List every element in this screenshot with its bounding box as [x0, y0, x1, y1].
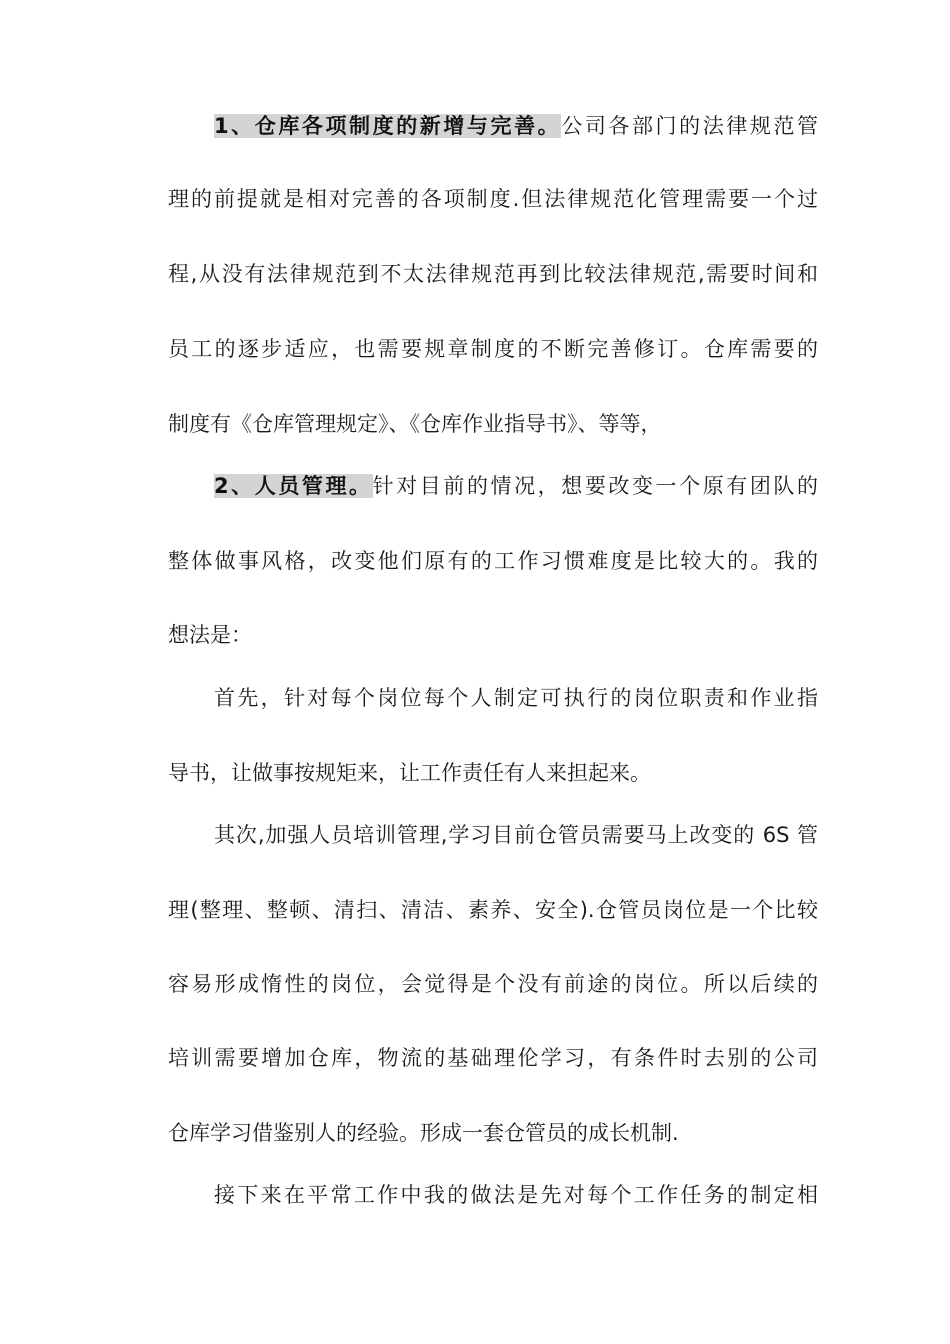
paragraph-line: 员工的逐步适应，也需要规章制度的不断完善修订。仓库需要的	[168, 337, 818, 361]
line-text: 公司各部门的法律规范管	[561, 114, 818, 138]
paragraph-line: 培训需要增加仓库，物流的基础理伦学习，有条件时去别的公司	[168, 1046, 818, 1070]
paragraph-line: 制度有《仓库管理规定》、《仓库作业指导书》、等等，	[168, 412, 662, 436]
paragraph-line: 仓库学习借鉴别人的经验。形成一套仓管员的成长机制.	[168, 1121, 679, 1145]
paragraph-line: 整体做事风格，改变他们原有的工作习惯难度是比较大的。我的	[168, 549, 818, 573]
section-heading: 1、仓库各项制度的新增与完善。	[214, 114, 562, 138]
paragraph-line: 首先，针对每个岗位每个人制定可执行的岗位职责和作业指	[214, 686, 818, 710]
paragraph-line	[214, 112, 818, 140]
paragraph-line: 想法是：	[168, 623, 252, 647]
section-heading: 2、人员管理。	[214, 474, 373, 498]
line-text: 针对目前的情况，想要改变一个原有团队的	[372, 474, 818, 498]
paragraph-line	[214, 472, 818, 500]
paragraph-line: 容易形成惰性的岗位，会觉得是个没有前途的岗位。所以后续的	[168, 972, 818, 996]
paragraph-line: 理的前提就是相对完善的各项制度.但法律规范化管理需要一个过	[168, 187, 818, 211]
paragraph-line: 理(整理、整顿、清扫、清洁、素养、安全).仓管员岗位是一个比较	[168, 898, 818, 922]
paragraph-line: 导书，让做事按规矩来，让工作责任有人来担起来。	[168, 761, 651, 785]
paragraph-line: 其次,加强人员培训管理,学习目前仓管员需要马上改变的 6S 管	[214, 823, 818, 847]
paragraph-line: 接下来在平常工作中我的做法是先对每个工作任务的制定相	[214, 1183, 818, 1207]
paragraph-line: 程,从没有法律规范到不太法律规范再到比较法律规范,需要时间和	[168, 262, 818, 286]
